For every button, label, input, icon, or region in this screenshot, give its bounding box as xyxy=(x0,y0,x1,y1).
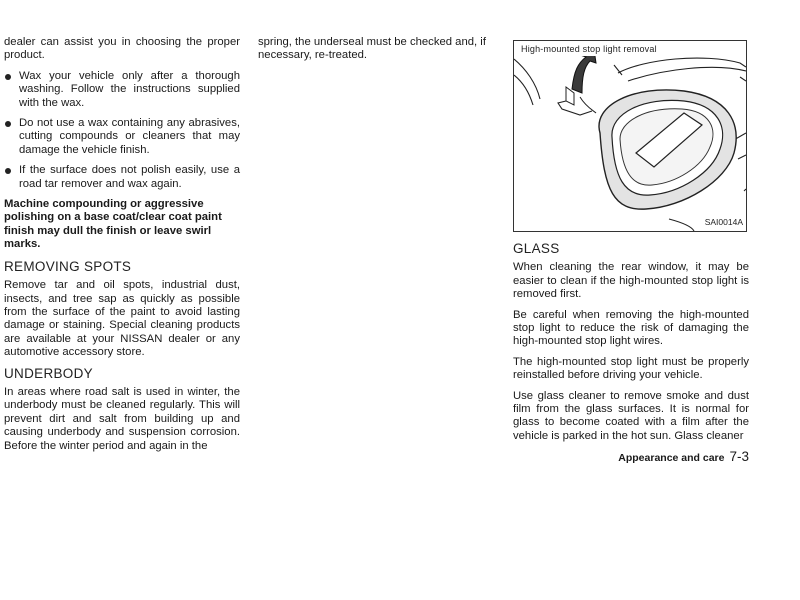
column-left xyxy=(4,36,240,460)
polishing-warning: Machine compounding or aggressive polishing on a base coat/clear coat paint finish may dull the finish or leave swirl marks. xyxy=(4,198,222,251)
glass-paragraph: The high-mounted stop light must be properly reinstalled before driving your vehicle. xyxy=(513,355,749,382)
bullet-text: If the surface does not polish easily, use a road tar remover and wax again. xyxy=(19,164,240,190)
bullet-item xyxy=(4,117,240,157)
column-middle xyxy=(258,36,495,70)
figure-caption: High-mounted stop light removal xyxy=(521,43,659,56)
figure-code: SAI0014A xyxy=(704,216,743,227)
bullet-text: Wax your vehicle only after a thorough washing. Follow the instructions supplied with the wax. xyxy=(19,69,240,109)
stop-light-illustration xyxy=(514,41,746,231)
underbody-heading: UNDERBODY xyxy=(4,365,93,381)
wax-bullet-list xyxy=(4,70,240,191)
page-footer xyxy=(513,448,749,466)
glass-paragraph: When cleaning the rear window, it may be easier to clean if the high-mounted stop light is removed first. xyxy=(513,261,749,301)
bullet-dot-icon xyxy=(5,121,11,127)
bullet-text: Do not use a wax containing any abrasives, cutting compounds or cleaners that may damage the vehicle finish. xyxy=(19,117,240,156)
underbody-body: In areas where road salt is used in winter, the underbody must be cleaned regularly. This will prevent dirt and salt from building up and causing underbody and suspension corrosion. Before the winter period and again in the xyxy=(4,385,240,452)
bullet-item xyxy=(4,164,240,191)
removing-spots-body: Remove tar and oil spots, industrial dust, insects, and tree sap as quickly as possible from the surface of the paint to avoid lasting damage or staining. Special cleaning products are available at your NISSAN dealer or any automotive accessory store. xyxy=(4,279,240,359)
glass-paragraph: Be careful when removing the high-mounted stop light to reduce the risk of damaging the high-mounted stop light wires. xyxy=(513,308,749,348)
page-number: 7-3 xyxy=(729,449,749,464)
bullet-item xyxy=(4,70,240,110)
glass-paragraph: Use glass cleaner to remove smoke and dust film from the glass surfaces. It is normal for glass to become coated with a film after the vehicle is parked in the hot sun. Glass cleaner xyxy=(513,389,749,442)
removing-spots-heading: REMOVING SPOTS xyxy=(4,258,132,274)
column-right xyxy=(513,36,749,450)
footer-section-title: Appearance and care xyxy=(618,452,725,464)
glass-heading: GLASS xyxy=(513,241,560,256)
stop-light-figure xyxy=(513,40,747,232)
intro-text: dealer can assist you in choosing the proper product. xyxy=(4,36,240,62)
underseal-continuation: spring, the underseal must be checked and, if necessary, re-treated. xyxy=(258,36,486,62)
bullet-dot-icon xyxy=(5,168,11,174)
bullet-dot-icon xyxy=(5,74,11,80)
